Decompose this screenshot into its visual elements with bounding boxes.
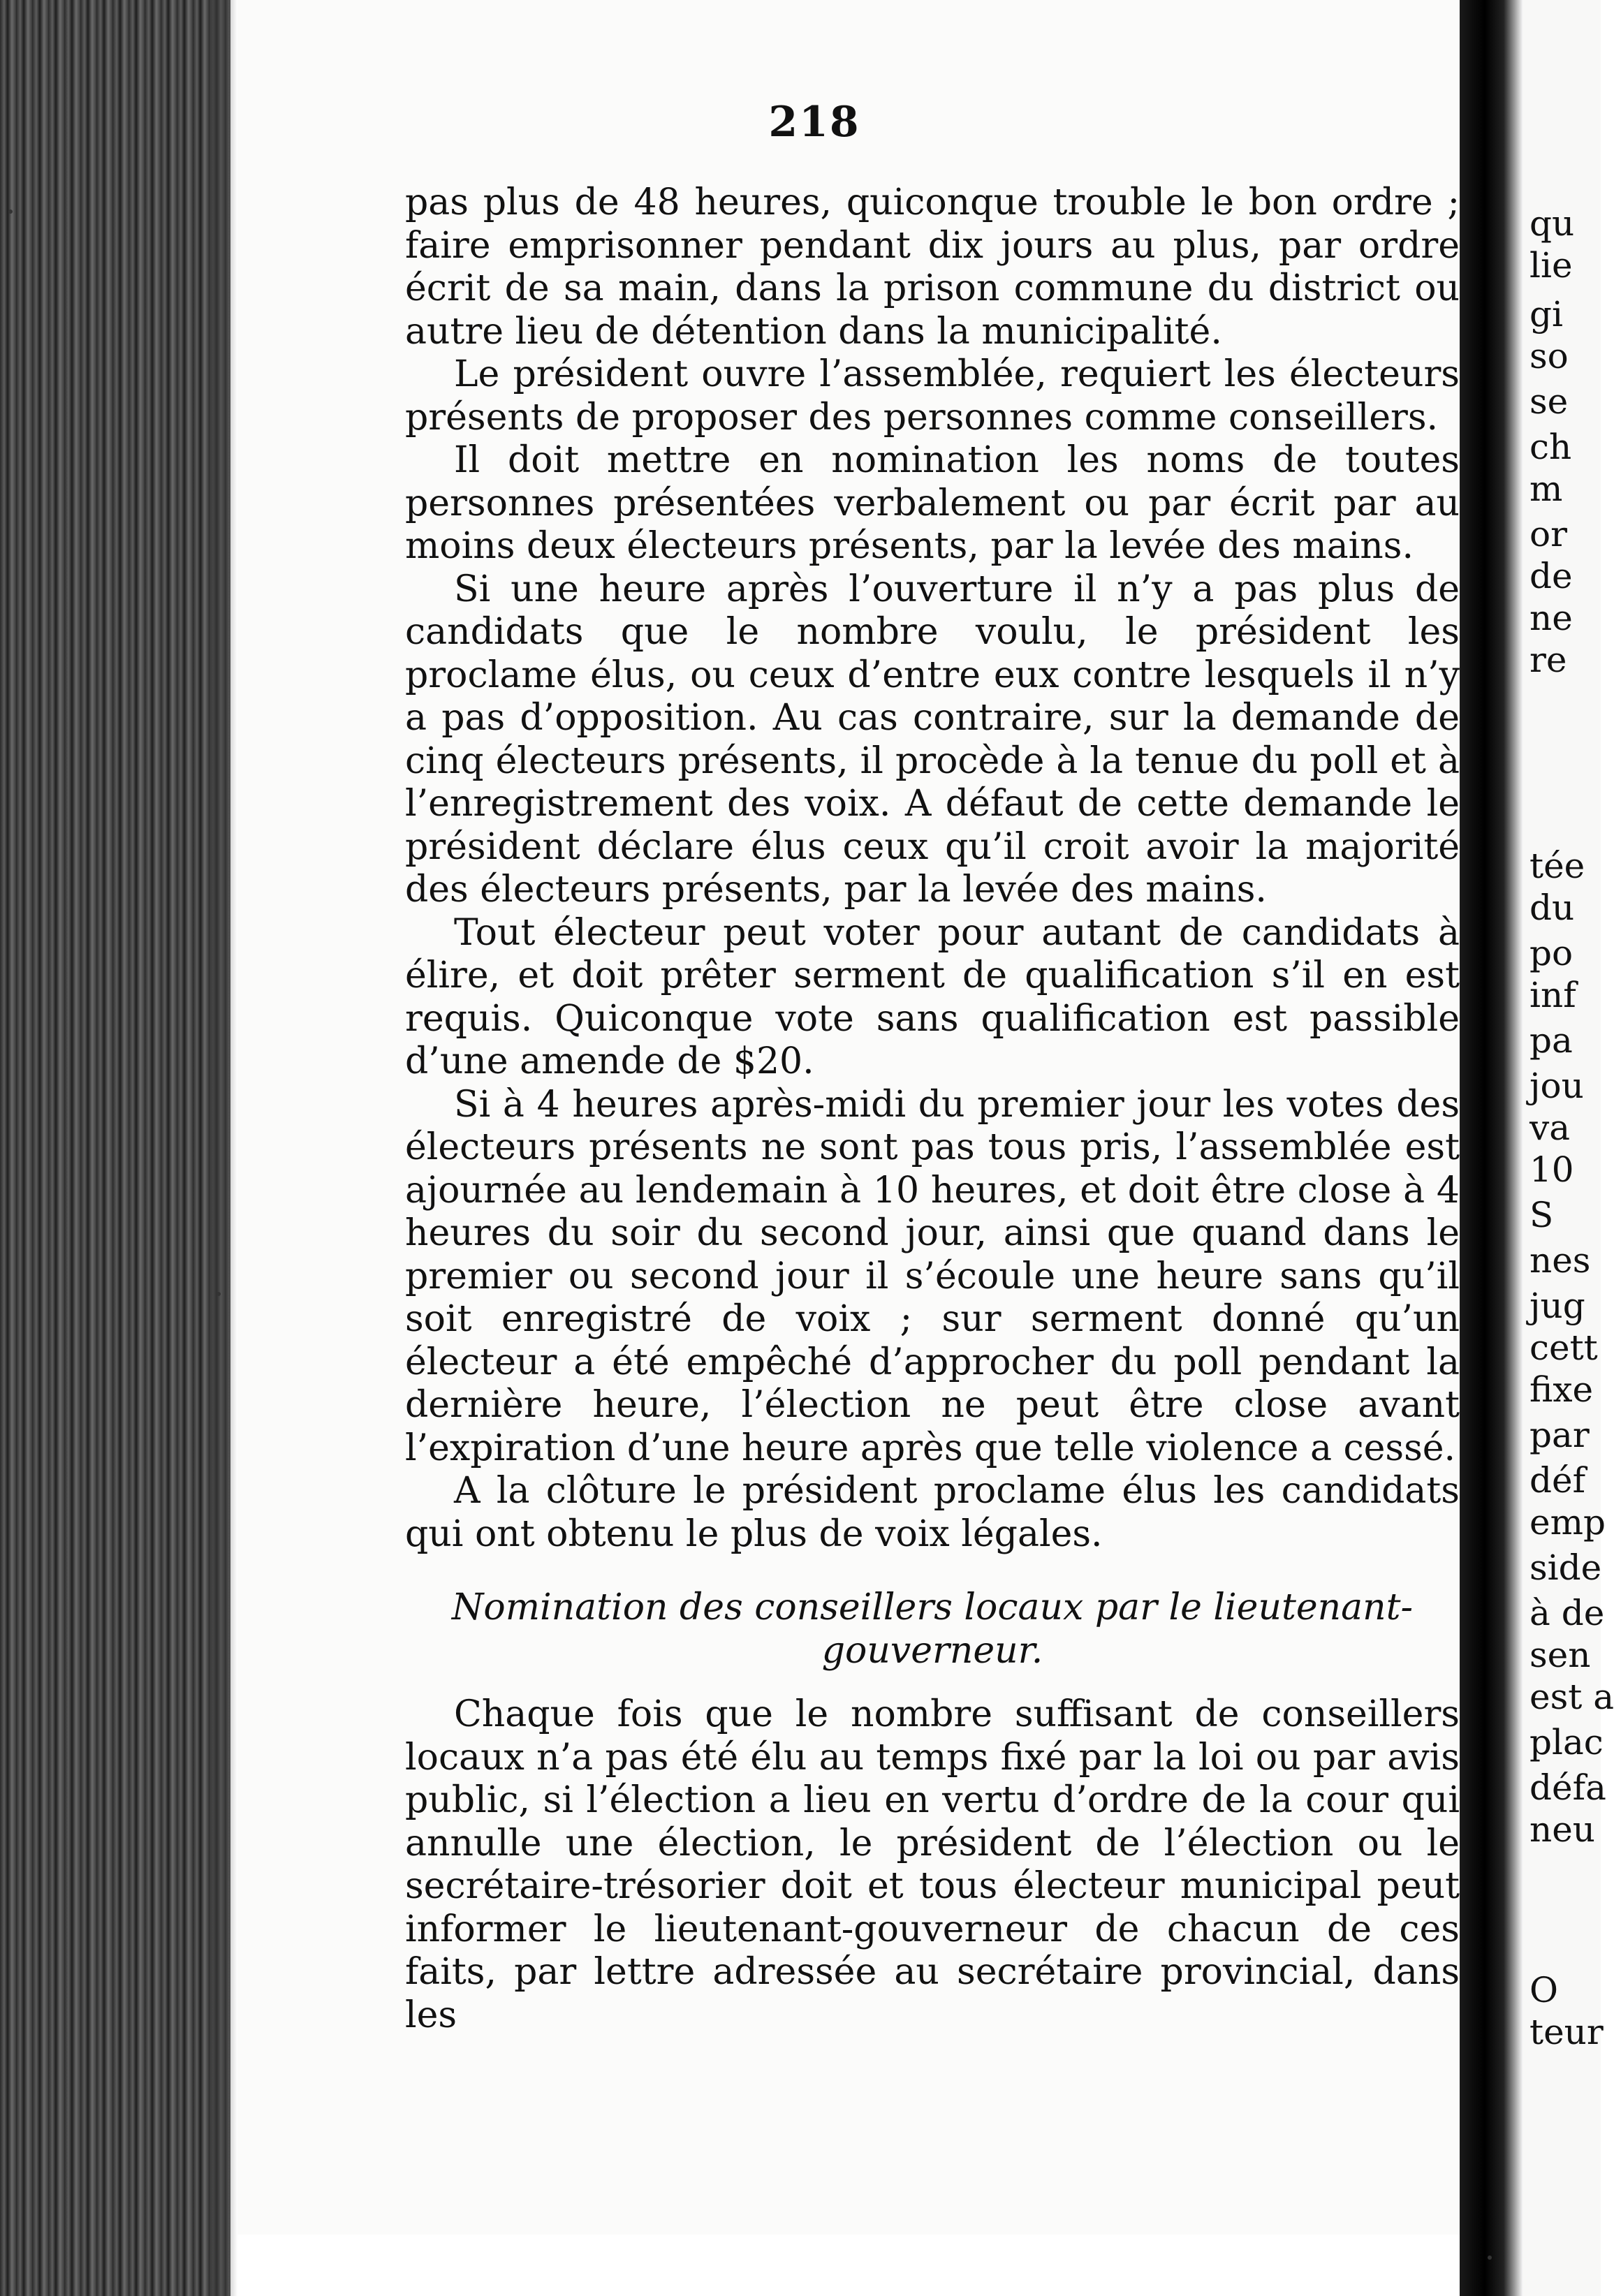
facing-fragment: m [1529, 469, 1563, 509]
facing-fragment: par [1529, 1415, 1590, 1455]
facing-fragment: lie [1529, 245, 1573, 286]
facing-fragment: neu [1529, 1809, 1595, 1850]
facing-fragment: plac [1529, 1722, 1604, 1763]
facing-fragment: so [1529, 336, 1569, 376]
facing-fragment: ne [1529, 598, 1573, 638]
facing-fragment: qu [1529, 203, 1575, 244]
page-number: 218 [768, 98, 860, 147]
paragraph: Si une heure après l’ouverture il n’y a pas plus de candidats que le nombre voulu, le président les proclame élus, ou ceux d’entre eux contre lesquels il n’y a pas d’opposition. Au cas contraire, sur la demande de cinq électeurs présents, il procède à la tenue du poll et à l’enregistrement des voix. A défaut de cette demande le président déclare élus ceux qu’il croit avoir la majorité des électeurs présents, par la levée des mains. [405, 568, 1460, 911]
facing-fragment: nes [1529, 1240, 1591, 1281]
facing-fragment: sen [1529, 1635, 1591, 1675]
facing-fragment: re [1529, 640, 1567, 680]
facing-fragment: O [1529, 1970, 1558, 2010]
paragraph-continuation: pas plus de 48 heures, quiconque trouble le bon ordre ; faire emprisonner pendant dix jours au plus, par ordre écrit de sa main, dans la prison commune du district ou autre lieu de détention dans la municipalité. [405, 182, 1460, 353]
facing-fragment: va [1529, 1107, 1571, 1148]
paragraph: Tout électeur peut voter pour autant de candidats à élire, et doit prêter serment de qualification s’il en est requis. Quiconque vote sans qualification est passible d’une amende de $20. [405, 911, 1460, 1082]
facing-fragment: teur [1529, 2012, 1604, 2052]
facing-page [1523, 0, 1614, 2296]
facing-fragment: inf [1529, 975, 1576, 1015]
scan-speck [8, 209, 13, 214]
book-spine [0, 0, 230, 2296]
facing-fragment: est a [1529, 1677, 1614, 1717]
page-body [405, 182, 1460, 2037]
section-heading: Nomination des conseillers locaux par le lieutenant-gouverneur. [451, 1587, 1414, 1672]
facing-fragment: jug [1529, 1286, 1585, 1326]
facing-fragment: 10 [1529, 1149, 1574, 1190]
scan-speck [217, 1292, 221, 1296]
facing-fragment: de [1529, 556, 1573, 596]
paragraph: Il doit mettre en nomination les noms de toutes personnes présentées verbalement ou par écrit par au moins deux électeurs présents, par la levée des mains. [405, 439, 1460, 567]
facing-fragment: défa [1529, 1767, 1606, 1808]
scan-speck [1488, 2255, 1492, 2260]
facing-fragment: side [1529, 1547, 1602, 1588]
facing-fragment: emp [1529, 1502, 1606, 1543]
facing-fragment: pa [1529, 1020, 1573, 1061]
spine-shadow [210, 0, 237, 2296]
facing-fragment: po [1529, 933, 1573, 973]
page-gutter [1460, 0, 1523, 2296]
facing-fragment: S [1529, 1195, 1554, 1235]
facing-fragment: du [1529, 888, 1575, 928]
paragraph: Si à 4 heures après-midi du premier jour les votes des électeurs présents ne sont pas tous pris, l’assemblée est ajournée au lendemain à 10 heures, et doit être close à 4 heures du soir du second jour, ainsi que quand dans le premier ou second jour il s’écoule une heure sans qu’il soit enregistré de voix ; sur serment donné qu’un électeur a été empêché d’approcher du poll pendant la dernière heure, l’élection ne peut être close avant l’expiration d’une heure après que telle violence a cessé. [405, 1083, 1460, 1469]
facing-fragment: se [1529, 381, 1569, 422]
facing-fragment: or [1529, 514, 1568, 554]
paragraph: Le président ouvre l’assemblée, requiert les électeurs présents de proposer des personnes comme conseillers. [405, 353, 1460, 439]
facing-fragment: fixe [1529, 1369, 1594, 1410]
facing-fragment: gi [1529, 294, 1563, 334]
facing-fragment: déf [1529, 1460, 1586, 1501]
facing-fragment: tée [1529, 846, 1585, 886]
facing-fragment: cett [1529, 1327, 1598, 1368]
facing-fragment: ch [1529, 427, 1572, 467]
paragraph: Chaque fois que le nombre suffisant de conseillers locaux n’a pas été élu au temps fixé par la loi ou par avis public, si l’élection a lieu en vertu d’ordre de la cour qui annulle une élection, le président de l’élection ou le secrétaire-trésorier doit et tous électeur municipal peut informer le lieutenant-gouverneur de chacun de ces faits, par lettre adressée au secrétaire provincial, dans les [405, 1693, 1460, 2036]
facing-fragment: jou [1529, 1066, 1584, 1106]
facing-fragment: à de [1529, 1593, 1605, 1633]
paragraph: A la clôture le président proclame élus les candidats qui ont obtenu le plus de voix légales. [405, 1470, 1460, 1555]
